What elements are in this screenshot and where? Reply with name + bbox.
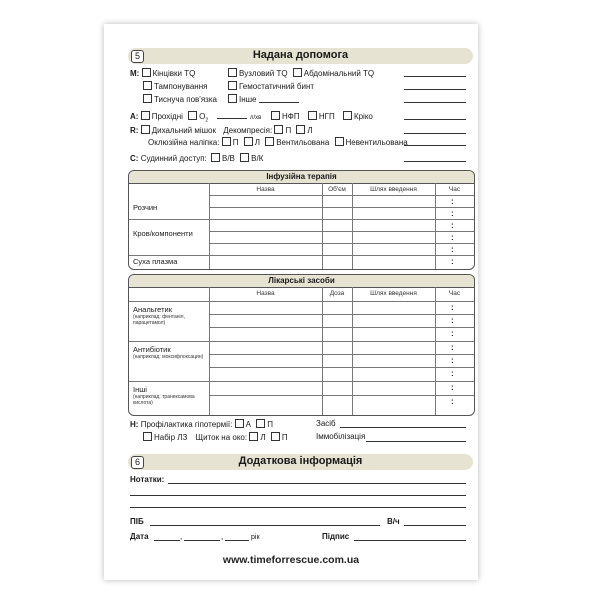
decomp-p-checkbox[interactable] (274, 125, 283, 134)
occl-l-label: Л (254, 138, 260, 147)
limb-tq-label: Кінцівки TQ (152, 69, 196, 78)
meds-hline (209, 395, 474, 396)
cric-label: Кріко (353, 112, 373, 121)
unit-label: В/ч (387, 517, 400, 526)
analgesic-label: Анальгетик (133, 305, 172, 314)
section-6-number: 6 (131, 456, 144, 469)
decomp-l-label: Л (307, 126, 313, 135)
unit-line[interactable] (404, 525, 466, 526)
meds-col-dose: Доза (329, 290, 345, 297)
cric-checkbox[interactable] (343, 111, 352, 120)
meds-title: Лікарські засоби (129, 275, 474, 288)
time-colon: : (451, 209, 454, 218)
abdominal-tq-label: Абдомінальний TQ (303, 69, 375, 78)
infusion-hline (129, 255, 474, 256)
time-colon: : (451, 197, 454, 206)
antibiotic-note: (наприклад: моксифлоксацин) (133, 354, 204, 360)
packing-label: Тампонування (154, 82, 208, 91)
oxygen-sub: 2 (205, 117, 209, 124)
date-sep-2: , (221, 532, 224, 541)
meds-hline (209, 367, 474, 368)
m-label: M: (130, 69, 140, 78)
airway-intact-checkbox[interactable] (141, 111, 150, 120)
h-row (130, 419, 273, 430)
io-checkbox[interactable] (240, 153, 249, 162)
infusion-col-route: Шлях введення (370, 186, 417, 193)
a-row (130, 111, 208, 126)
occl-l-checkbox[interactable] (244, 137, 253, 146)
m-line-1[interactable] (404, 76, 466, 77)
meds-row-other (133, 385, 207, 406)
meds-row-antibiotic (133, 345, 205, 360)
infusion-row-plasma: Суха плазма (133, 257, 178, 266)
meds-col-route: Шлях введення (370, 290, 417, 297)
antibiotic-label: Антибіотик (133, 345, 171, 354)
m-line-2[interactable] (404, 89, 466, 90)
occl-p-checkbox[interactable] (222, 137, 231, 146)
c-line[interactable] (404, 161, 466, 162)
shield-l-label: Л (260, 433, 266, 442)
med-kit-label: Набір ЛЗ (154, 433, 188, 442)
vented-label: Вентильована (276, 138, 330, 147)
time-colon: : (451, 303, 454, 312)
form-page (104, 24, 478, 580)
infusion-hline (209, 243, 474, 244)
oxygen-checkbox[interactable] (188, 111, 197, 120)
infusion-hline (209, 195, 474, 196)
hypo-a-label: А (245, 420, 251, 429)
hypo-p-label: П (267, 420, 273, 429)
m-row-1 (130, 68, 195, 79)
immob-label: Іммобілізація (316, 432, 366, 441)
bvm-label: Дихальний мішок (151, 126, 216, 135)
iv-checkbox[interactable] (211, 153, 220, 162)
vasc-label: Судинний доступ: (140, 154, 207, 163)
notes-label: Нотатки: (130, 475, 165, 484)
infusion-title: Інфузійна терапія (129, 171, 474, 184)
med-kit-checkbox[interactable] (143, 432, 152, 441)
limb-tq-checkbox[interactable] (142, 68, 151, 77)
m-row-1b (228, 68, 374, 79)
meds-col-time: Час (448, 290, 461, 297)
time-colon: : (451, 356, 454, 365)
other-label: Інше (239, 95, 257, 104)
packing-checkbox[interactable] (143, 81, 152, 90)
section-6-title: Додаткова інформація (238, 455, 363, 467)
pib-line[interactable] (150, 525, 380, 526)
occl-p-label: П (232, 138, 239, 147)
shield-p-label: П (281, 433, 288, 442)
notes-line-3[interactable] (130, 507, 466, 508)
year-label: рік (251, 534, 260, 541)
other-meds-note: (наприклад: транексамова кислота) (133, 394, 195, 406)
vented-checkbox[interactable] (265, 137, 274, 146)
pressure-dressing-checkbox[interactable] (143, 94, 152, 103)
ngp-checkbox[interactable] (308, 111, 317, 120)
hypo-a-checkbox[interactable] (235, 419, 244, 428)
npa-label: НФП (282, 112, 300, 121)
infusion-col-time: Час (448, 186, 461, 193)
meds-col-name: Назва (256, 290, 275, 297)
section-5-number: 5 (131, 50, 144, 63)
hypo-p-checkbox[interactable] (256, 419, 265, 428)
io-label: В/К (251, 154, 264, 163)
m-line-3[interactable] (404, 102, 466, 103)
signature-label: Підпис (322, 532, 350, 541)
time-colon: : (451, 329, 454, 338)
signature-line[interactable] (354, 540, 466, 541)
analgesic-note: (наприклад: фентаніл, парацетамол) (133, 314, 185, 326)
decomp-p-label: П (285, 126, 292, 135)
occl-row (148, 137, 408, 148)
a-row-b (271, 111, 373, 122)
decomp-label: Декомпресія: (223, 126, 273, 135)
time-colon: : (451, 397, 454, 406)
m-row-3 (143, 94, 217, 105)
tool-line[interactable] (340, 427, 466, 428)
npa-checkbox[interactable] (271, 111, 280, 120)
r-line-2[interactable] (404, 145, 466, 146)
c-label: C: (130, 154, 139, 163)
r-line-1[interactable] (404, 133, 466, 134)
meds-table (128, 274, 475, 416)
infusion-table (128, 170, 475, 270)
hypo-label: Профілактика гіпотермії: (140, 420, 233, 429)
abdominal-tq-checkbox[interactable] (293, 68, 302, 77)
notes-line-1[interactable] (168, 483, 466, 484)
bvm-checkbox[interactable] (141, 125, 150, 134)
shield-p-checkbox[interactable] (271, 432, 280, 441)
shield-l-checkbox[interactable] (249, 432, 258, 441)
date-day-line[interactable] (154, 540, 180, 541)
h-label: H: (130, 420, 139, 429)
decomp-l-checkbox[interactable] (296, 125, 305, 134)
r-label: R: (130, 126, 139, 135)
infusion-row-blood: Кров/компоненти (133, 229, 193, 238)
shield-label: Щиток на око: (195, 433, 248, 442)
section-5-title: Надана допомога (252, 49, 349, 61)
notes-line-2[interactable] (130, 495, 466, 496)
time-colon: : (451, 383, 454, 392)
pib-label: ПІБ (130, 517, 144, 526)
time-colon: : (451, 245, 454, 254)
junctional-tq-label: Вузловий TQ (239, 69, 288, 78)
meds-hline (209, 354, 474, 355)
meds-hline (129, 341, 474, 342)
tool-label: Засіб (316, 419, 336, 428)
oxygen-line[interactable] (217, 118, 247, 119)
c-row (130, 153, 263, 164)
date-sep-1: , (180, 532, 183, 541)
date-month-line[interactable] (184, 540, 220, 541)
iv-label: В/В (222, 154, 235, 163)
infusion-col-volume: Об'єм (328, 186, 346, 193)
m-row-2b (228, 81, 314, 92)
oxygen-unit: л/хв (250, 115, 262, 121)
meds-hline (209, 314, 474, 315)
time-colon: : (451, 233, 454, 242)
a-line[interactable] (404, 119, 466, 120)
meds-hline (129, 301, 474, 302)
meds-row-analgesic (133, 305, 205, 326)
time-colon: : (451, 343, 454, 352)
junctional-tq-checkbox[interactable] (228, 68, 237, 77)
section-5-header (128, 48, 473, 64)
oxygen-label: O (199, 112, 206, 121)
infusion-hline (209, 231, 474, 232)
m-row-3b (228, 94, 257, 105)
other-checkbox[interactable] (228, 94, 237, 103)
nonvented-label: Невентильована (345, 138, 408, 147)
infusion-row-solution: Розчин (133, 203, 158, 212)
meds-hline (129, 381, 474, 382)
meds-hline (209, 327, 474, 328)
infusion-hline (129, 219, 474, 220)
website-footer: www.timeforrescue.com.ua (222, 554, 360, 566)
ngp-label: НГП (318, 112, 335, 121)
r-row (130, 125, 313, 136)
time-colon: : (451, 257, 454, 266)
h-row-2 (143, 432, 288, 443)
hemostatic-label: Гемостатичний бинт (239, 82, 315, 91)
date-year-line[interactable] (225, 540, 249, 541)
section-6-header (128, 454, 473, 470)
infusion-hline (209, 207, 474, 208)
m-row-2 (143, 81, 207, 92)
infusion-col-name: Назва (256, 186, 275, 193)
hemostatic-checkbox[interactable] (228, 81, 237, 90)
time-colon: : (451, 369, 454, 378)
nonvented-checkbox[interactable] (335, 137, 344, 146)
other-meds-label: Інші (133, 385, 147, 394)
pressure-dressing-label: Тиснуча пов'язка (154, 95, 217, 104)
time-colon: : (451, 221, 454, 230)
occl-label: Оклюзійна наліпка: (148, 138, 220, 147)
a-label: A: (130, 112, 139, 121)
time-colon: : (451, 316, 454, 325)
immob-line[interactable] (366, 441, 466, 442)
date-label: Дата (130, 532, 149, 541)
other-line[interactable] (259, 102, 299, 103)
airway-intact-label: Прохідні (151, 112, 183, 121)
